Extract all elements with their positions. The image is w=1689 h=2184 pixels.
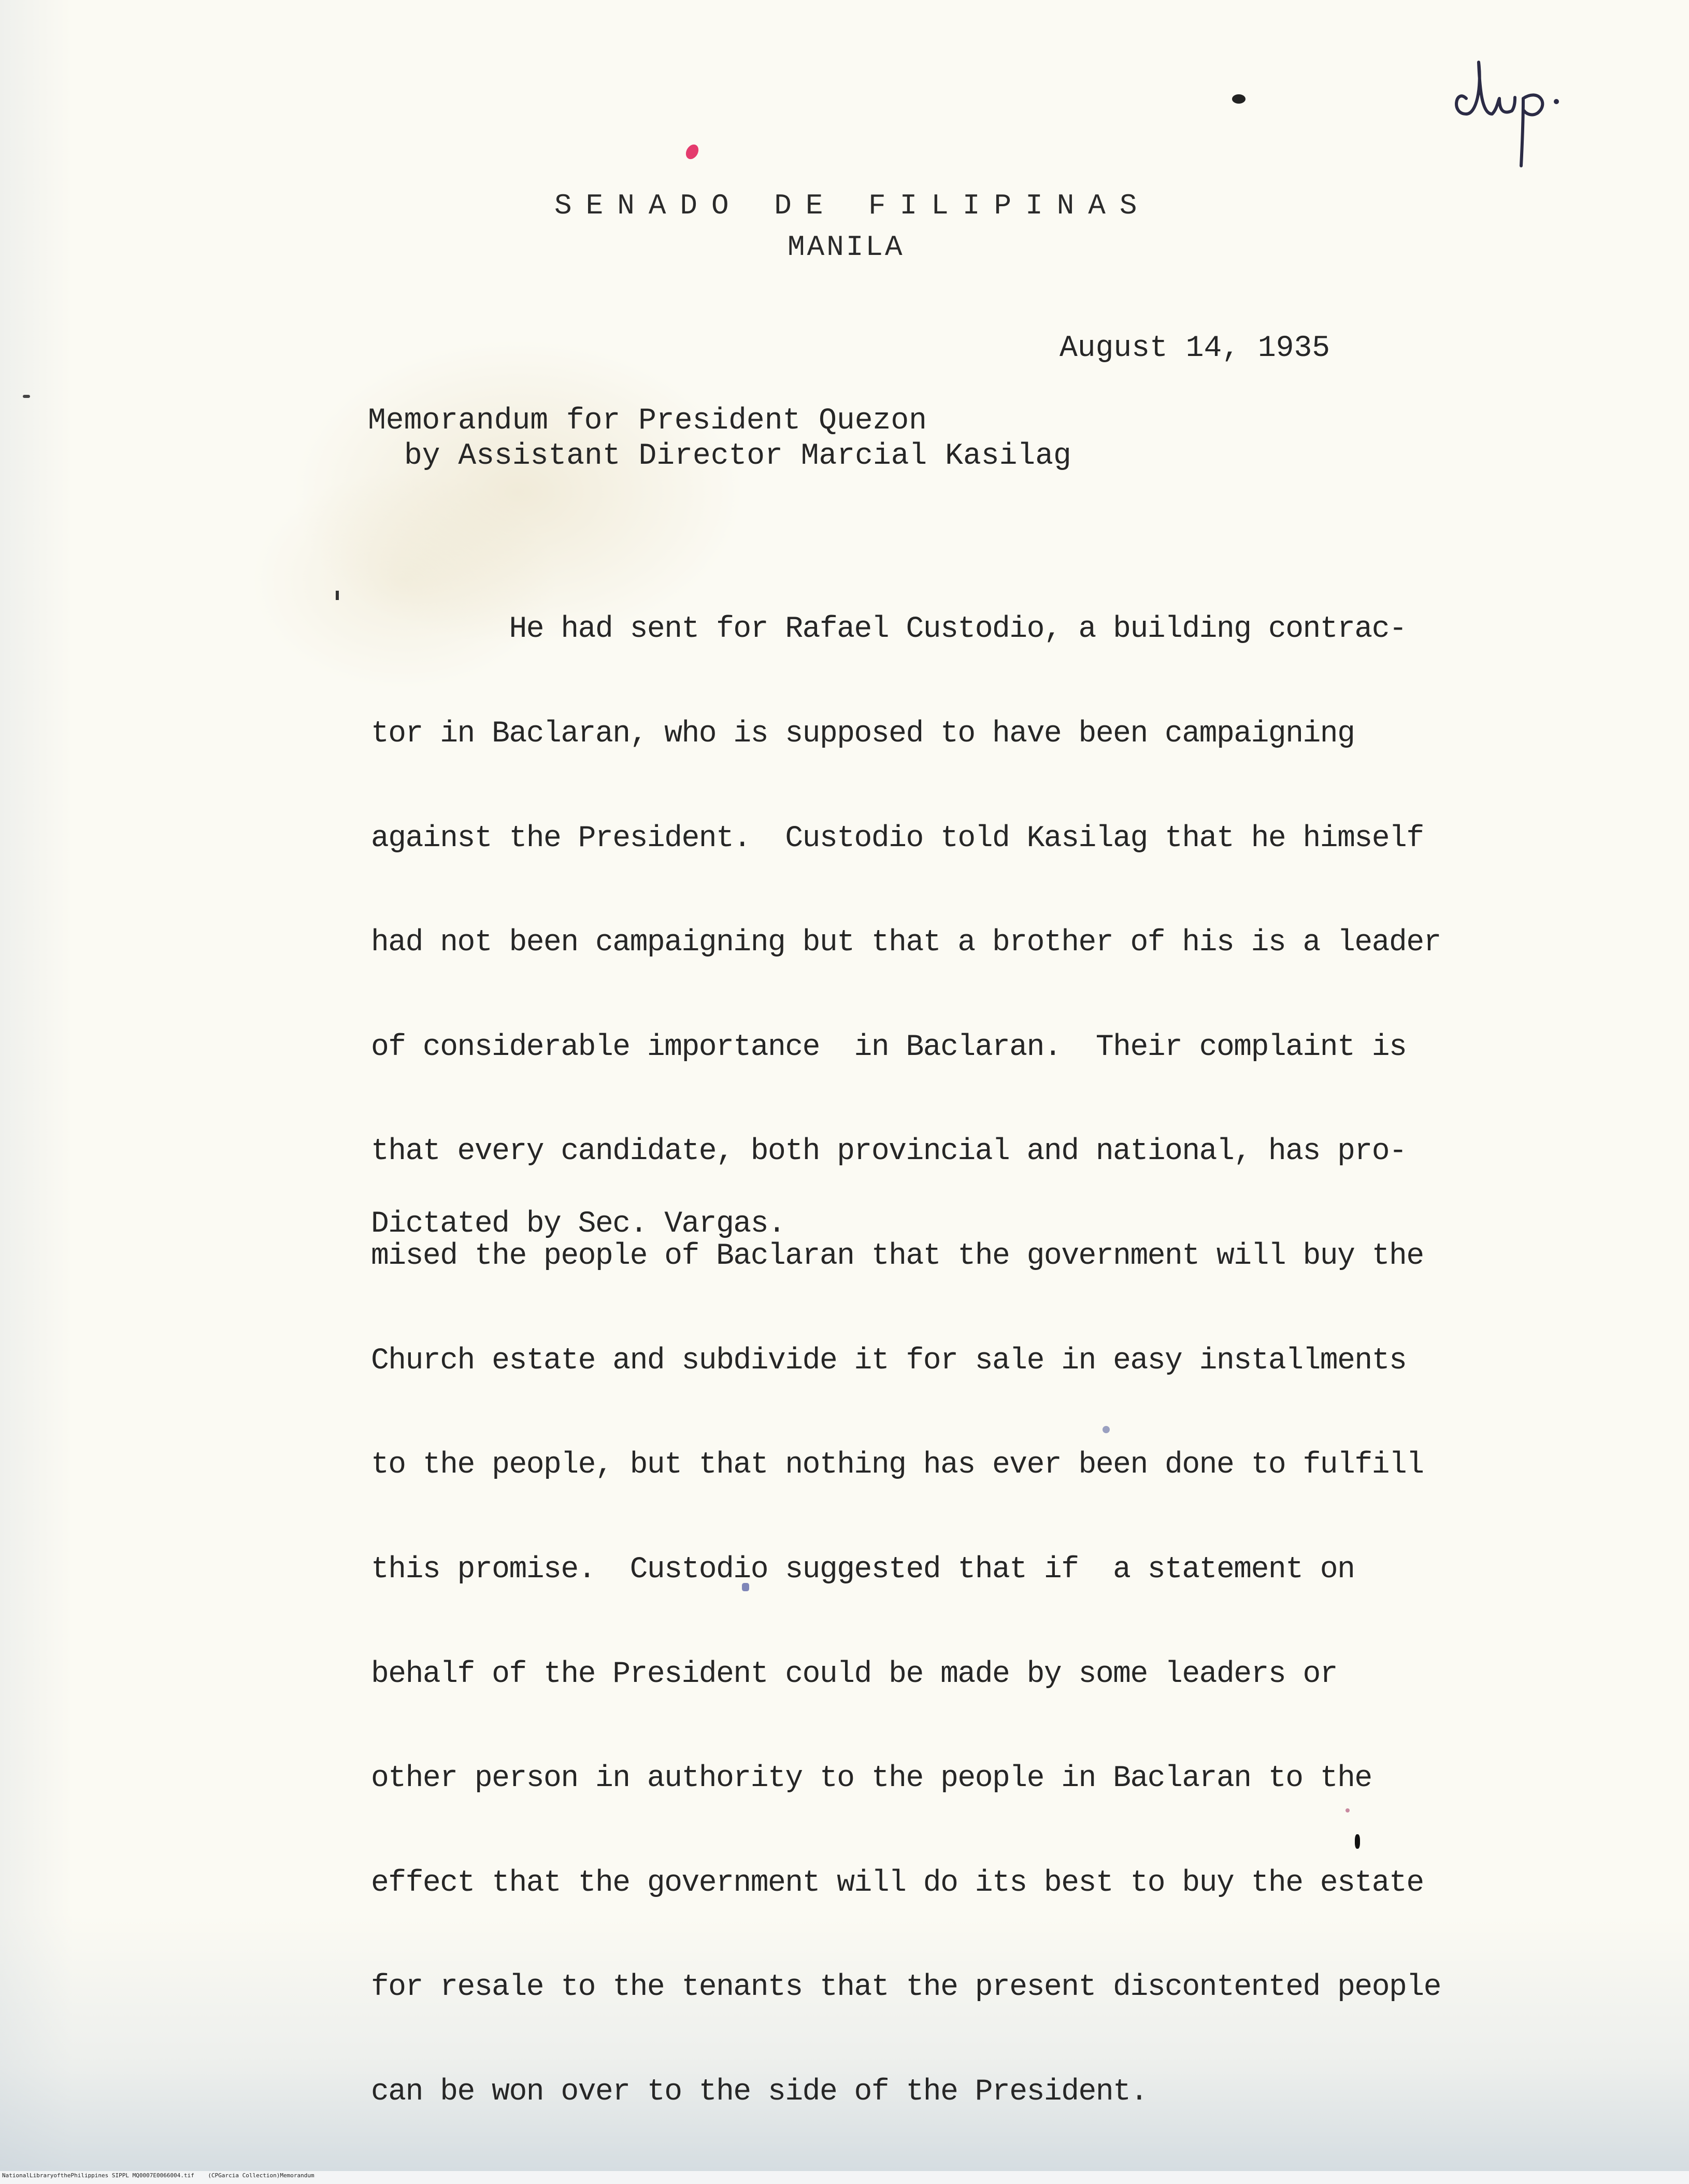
- body-line: this promise. Custodio suggested that if a statement on: [371, 1552, 1355, 1587]
- body-line: behalf of the President could be made by some leaders or: [371, 1657, 1338, 1691]
- body-line: of considerable importance in Baclaran. Their complaint is: [371, 1030, 1407, 1064]
- body-line: to the people, but that nothing has ever been done to fulfill: [371, 1448, 1424, 1482]
- scan-footer-caption: NationalLibraryofthePhilippines SIPPL MQ0007E0066004.tif (CPGarcia Collection)Memorandum: [2, 2172, 314, 2179]
- body-line: He had sent for Rafael Custodio, a building contrac-: [371, 612, 1407, 647]
- memo-recipient: Memorandum for President Quezon: [368, 404, 927, 438]
- body-line: against the President. Custodio told Kasilag that he himself: [371, 821, 1424, 855]
- memo-body: [371, 543, 1511, 2144]
- ink-speck: [1232, 94, 1246, 104]
- body-line: tor in Baclaran, who is supposed to have been campaigning: [371, 717, 1355, 751]
- letterhead-city: MANILA: [788, 231, 905, 264]
- letterhead-title: SENADO DE FILIPINAS: [554, 189, 1151, 222]
- ink-speck: [23, 395, 30, 398]
- body-line: Church estate and subdivide it for sale in easy installments: [371, 1344, 1407, 1378]
- ink-speck: [336, 591, 339, 600]
- memo-author: by Assistant Director Marcial Kasilag: [404, 439, 1071, 473]
- body-line: had not been campaigning but that a brother of his is a leader: [371, 926, 1441, 960]
- body-line: mised the people of Baclaran that the government will buy the: [371, 1239, 1424, 1274]
- body-line: that every candidate, both provincial and national, has pro-: [371, 1135, 1407, 1169]
- handwritten-annotation: [1445, 57, 1570, 171]
- memo-date: August 14, 1935: [1060, 332, 1330, 365]
- body-line: other person in authority to the people in Baclaran to the: [371, 1762, 1372, 1796]
- body-line: effect that the government will do its best to buy the estate: [371, 1866, 1424, 1900]
- body-line: for resale to the tenants that the present discontented people: [371, 1971, 1441, 2005]
- body-line: can be won over to the side of the President.: [371, 2075, 1148, 2109]
- dictation-note: Dictated by Sec. Vargas.: [371, 1207, 785, 1241]
